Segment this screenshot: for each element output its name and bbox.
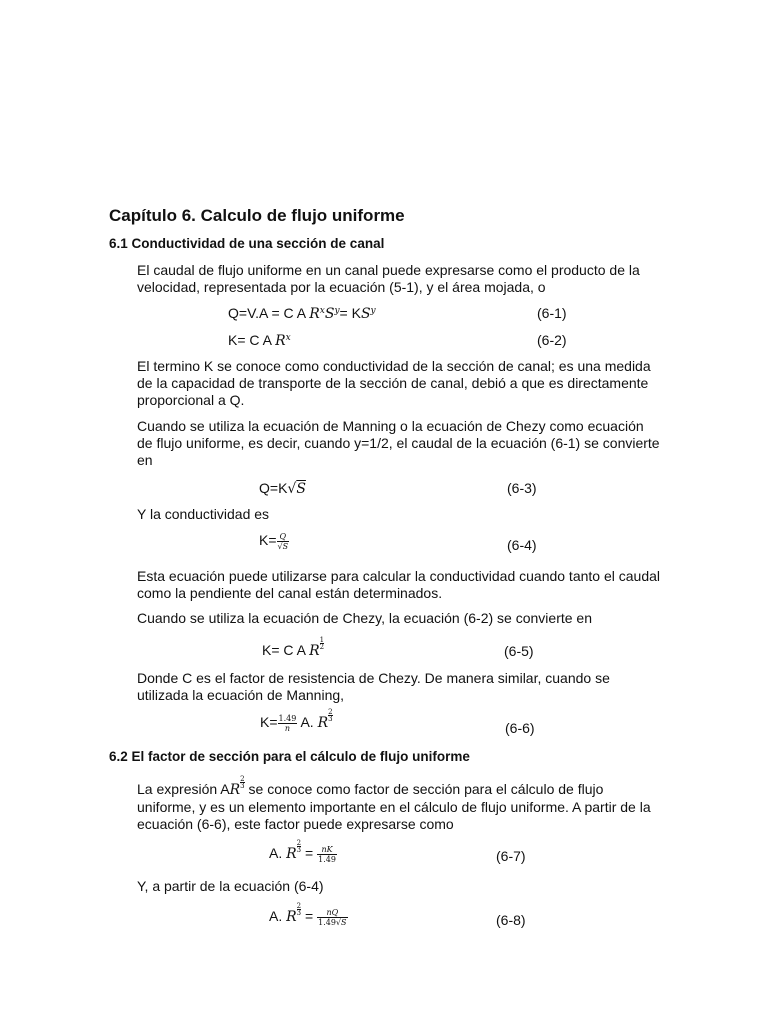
equation-6-3: Q=K√S [259, 480, 306, 497]
equation-6-5: K= C A R $\frac{1}{2}$ [262, 636, 325, 659]
paragraph-6-1-intro: El caudal de flujo uniforme en un canal puede expresarse como el producto de la velocidad, representada por la ecuación (5-1), y el área mojada, o [137, 262, 640, 295]
equation-6-8: A. R $\frac{2}{3}$ = $\frac{nQ}{1.49√S}$ [269, 902, 347, 927]
paragraph-factor-seccion: La expresión AR $\frac{2}{3}$ se conoce como factor de sección para el cálculo de flujo uniforme, y es un elemento importante en el cálculo de flujo uniforme. A partir de la ecuación (6-6), este factor puede expresarse como [137, 775, 651, 832]
equation-number-6-6: (6-6) [505, 720, 535, 736]
paragraph-esta-ecuacion: Esta ecuación puede utilizarse para calcular la conductividad cuando tanto el caudal como la pendiente del canal están determinados. [137, 568, 661, 601]
paragraph-chezy: Cuando se utiliza la ecuación de Chezy, la ecuación (6-2) se convierte en [137, 610, 592, 626]
paragraph-y-la-conductividad: Y la conductividad es [137, 506, 270, 522]
equation-number-6-5: (6-5) [504, 643, 534, 659]
equation-number-6-3: (6-3) [507, 480, 537, 496]
paragraph-donde-c: Donde C es el factor de resistencia de Chezy. De manera similar, cuando se utilizada la ecuación de Manning, [137, 670, 610, 703]
paragraph-conductividad: El termino K se conoce como conductividad de la sección de canal; es una medida de la capacidad de transporte de la sección de canal, debió a que es directamente proporcional a Q. [137, 358, 651, 408]
equation-6-1: Q=V.A = C A $R^xS^y= KS^y$ [228, 305, 376, 322]
section-heading-6-1: 6.1 Conductividad de una sección de canal [109, 236, 385, 251]
equation-6-6: K= $\frac{1.49}{n}$ A. R $\frac{2}{3}$ [260, 708, 333, 733]
equation-6-2: K= C A $R^x$ [228, 332, 291, 349]
section-heading-6-2: 6.2 El factor de sección para el cálculo de flujo uniforme [109, 749, 470, 764]
equation-number-6-7: (6-7) [496, 848, 526, 864]
equation-6-4: K= $\frac{Q}{√S}$ [259, 532, 289, 551]
equation-number-6-2: (6-2) [537, 332, 567, 348]
paragraph-a-partir-6-4: Y, a partir de la ecuación (6-4) [137, 878, 324, 894]
equation-number-6-8: (6-8) [496, 912, 526, 928]
chapter-title: Capítulo 6. Calculo de flujo uniforme [109, 206, 405, 225]
paragraph-manning-chezy: Cuando se utiliza la ecuación de Manning o la ecuación de Chezy como ecuación de flujo uniforme, es decir, cuando y=1/2, el caudal de la ecuación (6-1) se convierte en [137, 418, 660, 468]
equation-number-6-1: (6-1) [537, 305, 567, 321]
equation-6-7: A. R $\frac{2}{3}$ = $\frac{nK}{1.49}$ [269, 839, 336, 864]
equation-number-6-4: (6-4) [507, 537, 537, 553]
